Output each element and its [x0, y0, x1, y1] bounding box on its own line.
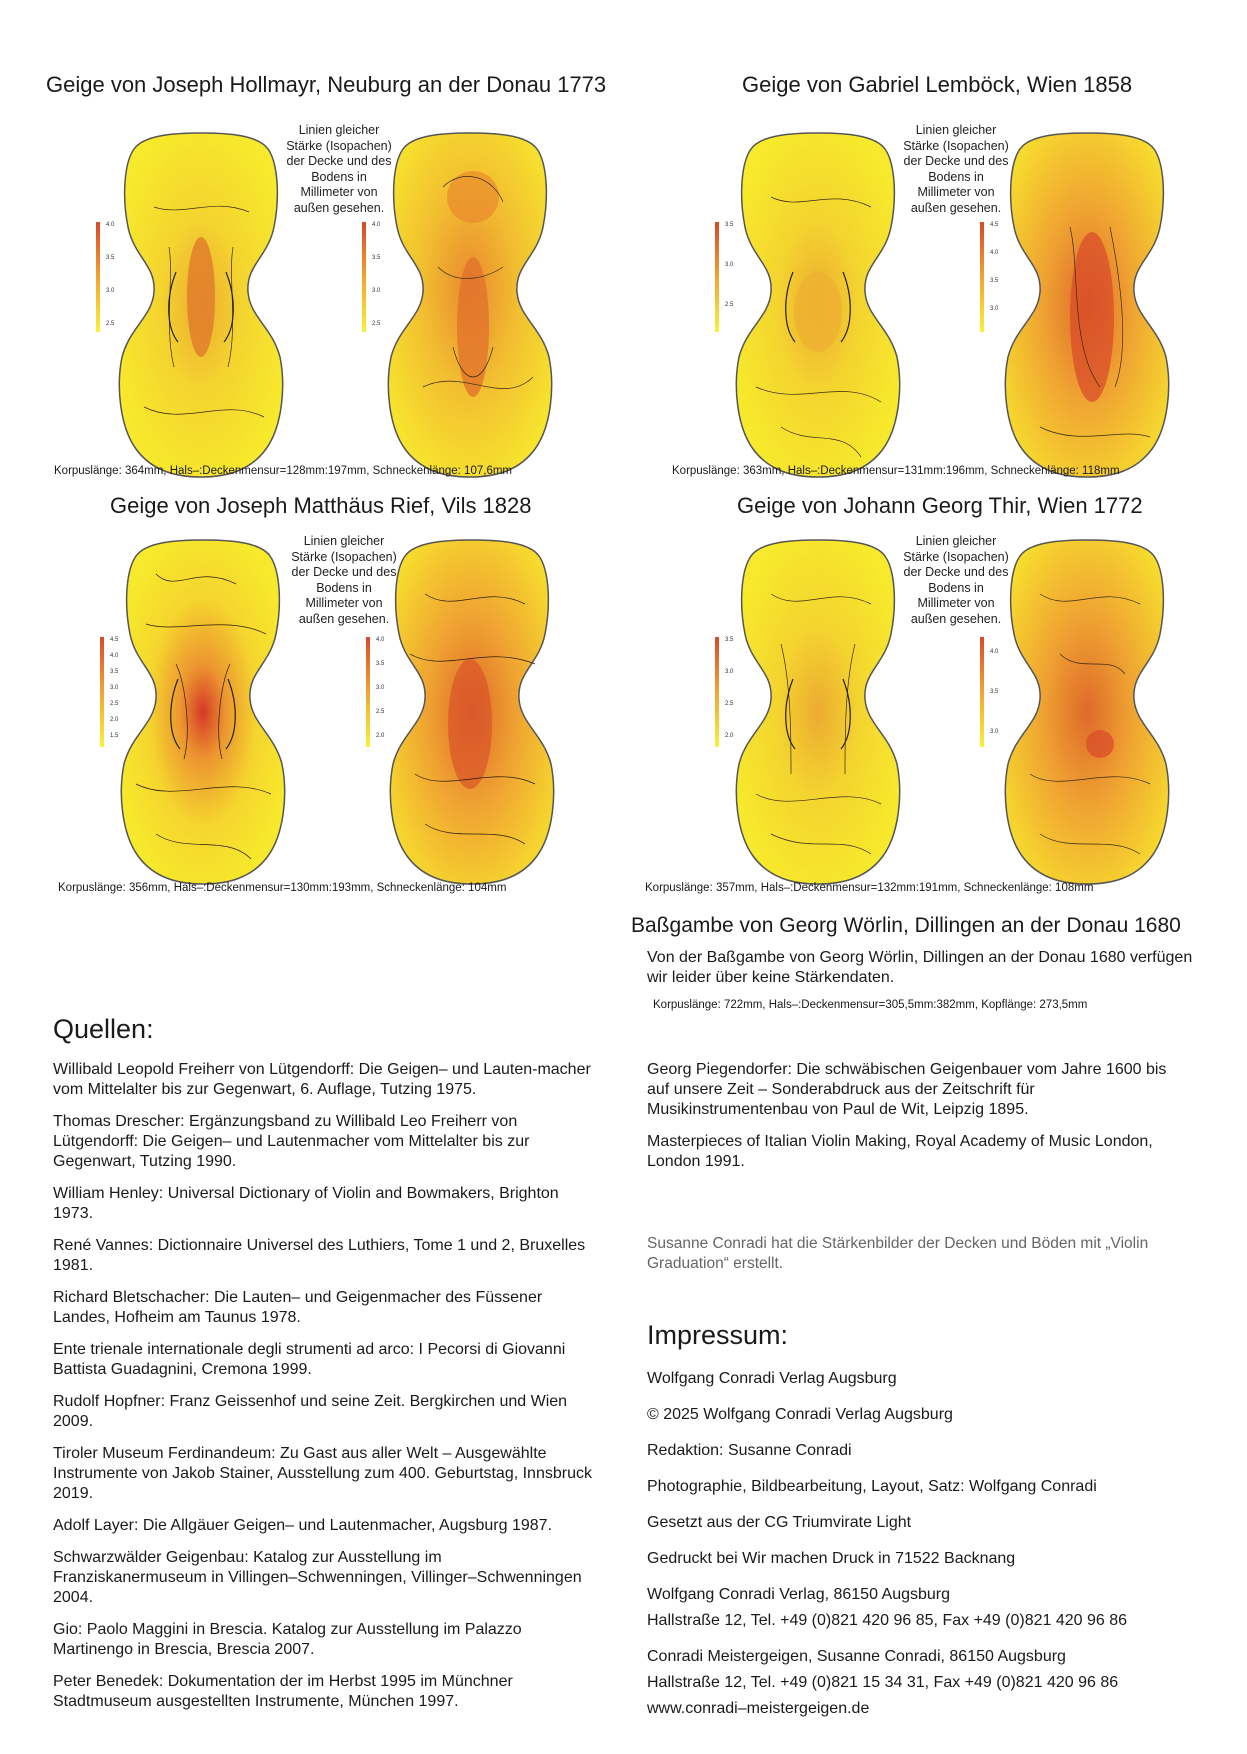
source-item: Masterpieces of Italian Violin Making, Royal Academy of Music London, London 1991. [647, 1133, 1153, 1170]
scale-tick: 2.0 [725, 733, 734, 739]
impressum-line: Wolfgang Conradi Verlag Augsburg [647, 1370, 897, 1387]
source-item: Schwarzwälder Geigenbau: Katalog zur Ausstellung im Franziskanermuseum in Villingen–Schwenningen, Villinger–Schwenningen 2004. [53, 1549, 582, 1606]
scale-tick: 2.5 [106, 321, 115, 327]
violin-top-thickness-map [731, 127, 905, 481]
scale-tick: 3.0 [990, 306, 999, 312]
source-item: Gio: Paolo Maggini in Brescia. Katalog zur Ausstellung im Palazzo Martinengo in Brescia, Brescia 2007. [53, 1621, 522, 1658]
panel-title: Geige von Gabriel Lemböck, Wien 1858 [742, 72, 1133, 97]
scale-tick: 2.5 [110, 701, 119, 707]
scale-tick: 4.0 [376, 637, 385, 643]
scale-tick: 2.5 [372, 321, 381, 327]
violin-top-thickness-map [116, 534, 290, 888]
panel-title: Geige von Joseph Hollmayr, Neuburg an der Donau 1773 [46, 72, 607, 97]
publisher-contact: Hallstraße 12, Tel. +49 (0)821 420 96 85, Fax +49 (0)821 420 96 86 [647, 1612, 1128, 1629]
gambe-text: Von der Baßgambe von Georg Wörlin, Dillingen an der Donau 1680 verfügen wir leider über keine Stärkendaten. [647, 949, 1193, 986]
impressum-line: © 2025 Wolfgang Conradi Verlag Augsburg [647, 1406, 953, 1423]
isopach-legend-note: Linien gleicher Stärke (Isopachen) der Decke und des Bodens in Millimeter von außen gesehen. [286, 123, 392, 215]
source-item: Willibald Leopold Freiherr von Lütgendorff: Die Geigen– und Lauten-macher vom Mittelalter bis zur Gegenwart, 6. Auflage, Tutzing 1975. [53, 1061, 591, 1098]
source-item: Ente trienale internationale degli strumenti ad arco: I Pecorsi di Giovanni Battista Guadagnini, Cremona 1999. [53, 1341, 566, 1378]
workshop-contact: Hallstraße 12, Tel. +49 (0)821 15 34 31, Fax +49 (0)821 420 96 86 [647, 1674, 1119, 1691]
impressum-block [647, 1366, 1207, 1722]
scale-tick: 3.5 [376, 661, 385, 667]
scale-tick: 4.0 [106, 222, 115, 228]
source-item: Tiroler Museum Ferdinandeum: Zu Gast aus aller Welt – Ausgewählte Instrumente von Jakob Stainer, Ausstellung zum 400. Geburtstag, Innsbruck 2019. [53, 1445, 592, 1502]
graduation-credit: Susanne Conradi hat die Stärkenbilder der Decken und Böden mit „Violin Graduation“ erstellt. [647, 1235, 1149, 1272]
panel-title: Geige von Johann Georg Thir, Wien 1772 [737, 493, 1143, 518]
violin-back-thickness-map [385, 534, 559, 888]
violin-back-thickness-map [1000, 127, 1174, 481]
source-item: Rudolf Hopfner: Franz Geissenhof und seine Zeit. Bergkirchen und Wien 2009. [53, 1393, 568, 1430]
impressum-line: Gedruckt bei Wir machen Druck in 71522 Backnang [647, 1550, 1016, 1567]
scale-tick: 1.5 [110, 733, 119, 739]
scale-tick: 3.0 [110, 685, 119, 691]
sources-list-left [53, 1060, 598, 1724]
scale-tick: 4.0 [990, 649, 999, 655]
publisher-address: Wolfgang Conradi Verlag, 86150 Augsburg [647, 1586, 951, 1603]
source-item: Georg Piegendorfer: Die schwäbischen Geigenbauer vom Jahre 1600 bis auf unsere Zeit – Sonderabdruck aus der Zeitschrift für Musikinstrumentenbau von Paul de Wit, Leipzig 1895. [647, 1061, 1167, 1118]
source-item: René Vannes: Dictionnaire Universel des Luthiers, Tome 1 und 2, Bruxelles 1981. [53, 1237, 586, 1274]
scale-tick: 4.5 [110, 637, 119, 643]
gambe-measurements: Korpuslänge: 722mm, Hals–:Deckenmensur=305,5mm:382mm, Kopflänge: 273,5mm [653, 999, 1088, 1011]
scale-tick: 3.0 [725, 262, 734, 268]
isopach-legend-note: Linien gleicher Stärke (Isopachen) der Decke und des Bodens in Millimeter von außen gesehen. [903, 534, 1009, 626]
scale-tick: 3.0 [106, 288, 115, 294]
sources-list-right [647, 1060, 1187, 1184]
violin-back-thickness-map [383, 127, 557, 481]
scale-tick: 2.5 [725, 302, 734, 308]
source-item: William Henley: Universal Dictionary of Violin and Bowmakers, Brighton 1973. [53, 1185, 559, 1222]
measurements: Korpuslänge: 356mm, Hals–:Deckenmensur=130mm:193mm, Schneckenlänge: 104mm [58, 882, 507, 894]
panel-title: Geige von Joseph Matthäus Rief, Vils 1828 [110, 493, 532, 518]
scale-tick: 3.5 [990, 689, 999, 695]
source-item: Adolf Layer: Die Allgäuer Geigen– und Lautenmacher, Augsburg 1987. [53, 1517, 553, 1534]
measurements: Korpuslänge: 357mm, Hals–:Deckenmensur=132mm:191mm, Schneckenlänge: 108mm [645, 882, 1094, 894]
scale-tick: 2.5 [725, 701, 734, 707]
scale-tick: 3.0 [376, 685, 385, 691]
scale-tick: 4.0 [110, 653, 119, 659]
source-item: Richard Bletschacher: Die Lauten– und Geigenmacher des Füssener Landes, Hofheim am Taunus 1978. [53, 1289, 543, 1326]
website-link[interactable]: www.conradi–meistergeigen.de [647, 1700, 870, 1717]
sources-heading: Quellen: [53, 1014, 154, 1044]
source-item: Peter Benedek: Dokumentation der im Herbst 1995 im Münchner Stadtmuseum ausgestellten Instrumente, München 1997. [53, 1673, 513, 1710]
scale-tick: 2.0 [376, 733, 385, 739]
measurements: Korpuslänge: 364mm, Hals–:Deckenmensur=128mm:197mm, Schneckenlänge: 107,6mm [54, 465, 512, 477]
impressum-line: Photographie, Bildbearbeitung, Layout, Satz: Wolfgang Conradi [647, 1478, 1097, 1495]
workshop-address: Conradi Meistergeigen, Susanne Conradi, 86150 Augsburg [647, 1648, 1066, 1665]
scale-tick: 4.0 [990, 250, 999, 256]
source-item: Thomas Drescher: Ergänzungsband zu Willibald Leo Freiherr von Lütgendorff: Die Geigen– und Lautenmacher vom Mittelalter bis zur Gegenwart, Tutzing 1990. [53, 1113, 530, 1170]
scale-tick: 3.5 [725, 637, 734, 643]
violin-back-thickness-map [1000, 534, 1174, 888]
scale-tick: 3.0 [725, 669, 734, 675]
scale-tick: 3.0 [372, 288, 381, 294]
impressum-heading: Impressum: [647, 1320, 789, 1350]
isopach-legend-note: Linien gleicher Stärke (Isopachen) der Decke und des Bodens in Millimeter von außen gesehen. [291, 534, 397, 626]
violin-top-thickness-map [114, 127, 288, 481]
scale-tick: 3.5 [990, 278, 999, 284]
scale-tick: 2.0 [110, 717, 119, 723]
scale-tick: 3.5 [110, 669, 119, 675]
scale-tick: 4.0 [372, 222, 381, 228]
isopach-legend-note: Linien gleicher Stärke (Isopachen) der Decke und des Bodens in Millimeter von außen gesehen. [903, 123, 1009, 215]
measurements: Korpuslänge: 363mm, Hals–:Deckenmensur=131mm:196mm, Schneckenlänge: 118mm [672, 465, 1120, 477]
impressum-line: Gesetzt aus der CG Triumvirate Light [647, 1514, 912, 1531]
impressum-line: Redaktion: Susanne Conradi [647, 1442, 852, 1459]
scale-tick: 2.5 [376, 709, 385, 715]
violin-top-thickness-map [731, 534, 905, 888]
gambe-title: Baßgambe von Georg Wörlin, Dillingen an der Donau 1680 [631, 914, 1181, 937]
scale-tick: 3.0 [990, 729, 999, 735]
scale-tick: 3.5 [372, 255, 381, 261]
scale-tick: 3.5 [725, 222, 734, 228]
scale-tick: 4.5 [990, 222, 999, 228]
scale-tick: 3.5 [106, 255, 115, 261]
